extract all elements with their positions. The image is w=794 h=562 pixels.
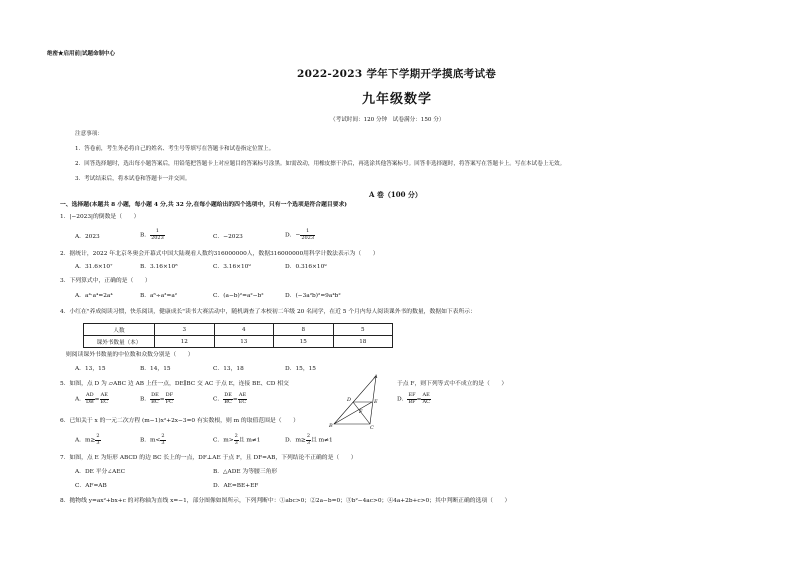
table-cell: 8 bbox=[274, 324, 334, 336]
table-cell: 18 bbox=[333, 336, 393, 348]
q4-option-a: A．13，15 bbox=[75, 366, 106, 372]
q2-option-a: A．31.6×10⁷ bbox=[75, 264, 113, 270]
figure-label: B bbox=[329, 423, 333, 429]
q6-option-d: D．m≥ $\frac{2}{3}$ 且 m≠1 bbox=[285, 433, 333, 446]
q1-option-a: A．2023 bbox=[75, 234, 100, 240]
q6-stem: 6．已知关于 x 的一元二次方程 (m−1)x²+2x−3=0 有实数根，则 m 的取值范围是（ ） bbox=[60, 418, 299, 424]
q7-option-d: D．AE=BE+EF bbox=[213, 483, 259, 489]
note-item: 3．考试结束后，将本试卷和答题卡一并交回。 bbox=[75, 176, 191, 182]
table-cell: 5 bbox=[333, 324, 393, 336]
q4-option-c: C．13，18 bbox=[213, 366, 244, 372]
table-cell: 13 bbox=[214, 336, 274, 348]
exam-title: 2022-2023 学年下学期开学摸底考试卷 bbox=[297, 68, 497, 80]
q3-option-b: B．a⁶÷a³=a² bbox=[140, 293, 178, 299]
q7-option-c: C．AF=AB bbox=[75, 483, 107, 489]
table-cell: 课外书数量（本） bbox=[84, 336, 155, 348]
notes-heading: 注意事项： bbox=[75, 131, 103, 137]
q3-option-a: A．a⁴·a⁴=2a⁴ bbox=[75, 293, 113, 299]
q1-stem: 1．|−2023|的倒数是（ ） bbox=[60, 214, 140, 220]
q7-stem: 7．如图，点 E 为矩形 ABCD 的边 BC 长上的一点，DF⊥AE 于点 F，且 DF=AB，下列结论不正确的是（ ） bbox=[60, 455, 357, 461]
exam-subtitle: 九年级数学 bbox=[362, 92, 433, 107]
q5-stem: 5．如图，点 D 为 ▱ABC 边 AB 上任一点，DE∥BC 交 AC 于点 E，连接 BE、CD 相交 bbox=[60, 381, 289, 387]
q2-option-d: D．0.316×10⁹ bbox=[285, 264, 327, 270]
q4-data-table bbox=[83, 323, 393, 348]
q1-option-b: B． $\frac{1}{2023}$ bbox=[140, 228, 164, 241]
q4-option-b: B．14，15 bbox=[140, 366, 171, 372]
table-cell: 人数 bbox=[84, 324, 155, 336]
q2-stem: 2．据统计，2022 年北京冬奥会开幕式中国大陆观看人数约316000000人，数据316000000用科学计数法表示为（ ） bbox=[60, 251, 379, 257]
q1-option-c: C．−2023 bbox=[213, 234, 243, 240]
table-cell: 3 bbox=[155, 324, 215, 336]
note-item: 1．答卷前，考生务必将自己的姓名、考生号等填写在答题卡和试卷指定位置上。 bbox=[75, 146, 275, 152]
q3-stem: 3．下列算式中，正确的是（ ） bbox=[60, 278, 151, 284]
q7-option-a: A．DE 平分∠AEC bbox=[75, 469, 126, 475]
table-row bbox=[84, 336, 393, 348]
table-cell: 4 bbox=[214, 324, 274, 336]
q5-triangle-figure bbox=[326, 372, 386, 430]
figure-label: A bbox=[374, 374, 378, 380]
figure-label: C bbox=[370, 425, 374, 430]
q2-option-c: C．3.16×10⁹ bbox=[213, 264, 251, 270]
q5-option-c: C． $\frac{DE}{BC}$ = $\frac{AE}{EC}$ bbox=[213, 392, 247, 405]
q6-option-a: A．m≥ $\frac{2}{3}$ bbox=[75, 433, 100, 446]
q4-option-d: D．15，15 bbox=[285, 366, 316, 372]
q5-stem-tail: 于点 F，则下列等式中不成立的是（ ） bbox=[397, 381, 508, 387]
table-cell: 12 bbox=[155, 336, 215, 348]
section-title: A 卷（100 分） bbox=[369, 190, 422, 199]
q4-stem: 4．小红在"养成阅读习惯，快乐阅读，健康成长"读书大赛活动中，随机调查了本校初二年级 20 名同学，在近 5 个月内每人阅读课外书的数量，数据如下表所示： bbox=[60, 309, 476, 315]
note-item: 2．回答选择题时，选出每小题答案后，用铅笔把答题卡上对应题目的答案标号涂黑。如需改动，用橡皮擦干净后，再选涂其他答案标号。回答非选择题时，将答案写在答题卡上。写在本试卷上无效。 bbox=[75, 161, 566, 167]
q7-option-b: B．△ADE 为等腰三角形 bbox=[213, 469, 278, 475]
figure-label: F bbox=[359, 409, 363, 415]
q3-option-c: C．(a−b)²=a²−b² bbox=[213, 293, 264, 299]
q8-stem: 8．抛物线 y=ax²+bx+c 的对称轴为直线 x=−1，部分图像如图所示，下列判断中：①abc>0；②2a−b=0；③b²−4ac>0；④4a+2b+c>0；其中判断正确的选项（ ） bbox=[60, 498, 511, 504]
q1-option-d: D．− $\frac{1}{2023}$ bbox=[285, 228, 315, 241]
q5-option-d: D． $\frac{EF}{BF}$ = $\frac{AE}{AC}$ bbox=[397, 392, 430, 405]
confidential-mark: 绝密★启用前|试题命制中心 bbox=[47, 51, 116, 57]
exam-info: （考试时间：120 分钟 试卷满分：150 分） bbox=[330, 117, 445, 123]
q2-option-b: B．3.16×10⁸ bbox=[140, 264, 178, 270]
q6-option-b: B．m< $\frac{2}{3}$ bbox=[140, 433, 165, 446]
table-row bbox=[84, 324, 393, 336]
figure-label: D bbox=[347, 397, 352, 403]
q6-option-c: C．m> $\frac{2}{3}$ 且 m≠1 bbox=[213, 433, 261, 446]
part-heading: 一、选择题(本题共 8 小题，每小题 4 分,共 32 分,在每小题给出的四个选项中，只有一个选项是符合题目要求) bbox=[60, 202, 348, 208]
q5-option-a: A． $\frac{AD}{DB}$ = $\frac{AE}{EC}$ bbox=[75, 392, 109, 405]
table-cell: 15 bbox=[274, 336, 334, 348]
q5-option-b: B． $\frac{DE}{BC}$ = $\frac{DF}{FC}$ bbox=[140, 392, 174, 405]
q4-question: 则阅读课外书数量的中位数和众数分别是（ ） bbox=[66, 352, 194, 358]
figure-label: E bbox=[374, 399, 378, 405]
q3-option-d: D．(−3a²b)²=9a⁴b² bbox=[285, 293, 341, 299]
